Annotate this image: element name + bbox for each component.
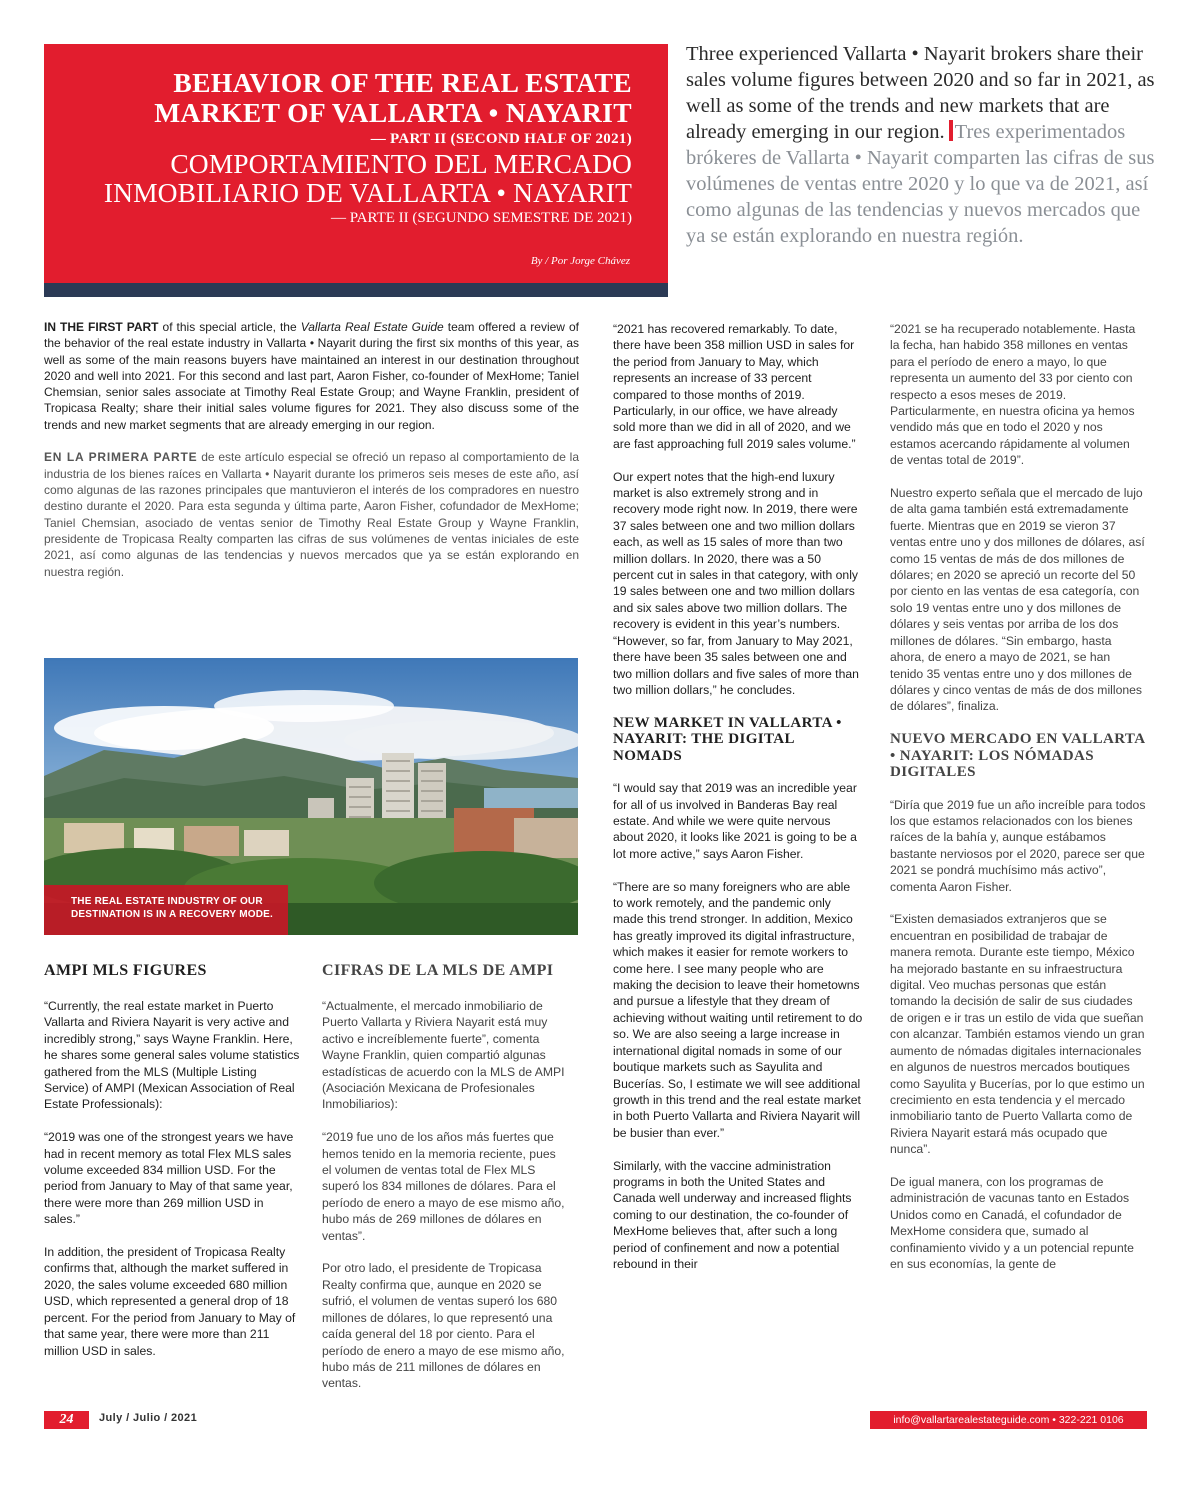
- lead-separator: [949, 120, 953, 141]
- intro-en-b: team offered a review of the behavior of the real estate industry in Vallarta • Nayarit during the first six months of this year, as well as some of the main reasons buyers have maintained an interest in our destination throughout 2020 and well into 2021. For this second and last part, Aaron Fisher, co-founder of MexHome; Taniel Chemsian, senior sales associate at Timothy Real Estate Group; and Wayne Franklin, president of Tropicasa Realty; share their initial sales volume figures for 2021. They also discuss some of the trends and new market segments that are already emerging in our region.: [44, 320, 579, 432]
- intro-en-guide: Vallarta Real Estate Guide: [300, 320, 444, 334]
- intro-en: [44, 319, 579, 433]
- paragraph: De igual manera, con los programas de administración de vacunas tanto en Estados Unidos como en Canadá, el cofundador de MexHome considera que, sumado al confinamiento vivido y a un potencial repunte en sus economías, la gente de: [890, 1174, 1134, 1271]
- intro-es-lead: EN LA PRIMERA PARTE: [44, 450, 198, 465]
- paragraph: “There are so many foreigners who are able to work remotely, and the pandemic only made this trend stronger. In addition, Mexico has greatly improved its digital infrastructure, which makes it easier for remote workers to come here. I see many people who are making the decision to leave their hometowns and pursue a lifestyle that they dream of achieving without waiting until retirement to do so. We are also seeing a large increase in international digital nomads in some of our boutique markets such as Sayulita and Bucerías. So, I estimate we will see additional growth in this trend and the real estate market in both Puerto Vallarta and Riviera Nayarit will be busier than ever.”: [613, 879, 863, 1140]
- paragraph: “2019 was one of the strongest years we have had in recent memory as total Flex MLS sales volume exceeded 834 million USD. For the period from January to May of that same year, there were more than 269 million USD in sales.”: [44, 1130, 294, 1227]
- column-right-es: [890, 321, 1146, 1289]
- intro-text: [44, 319, 579, 596]
- paragraph: Nuestro experto señala que el mercado de lujo de alta gama también está extremadamente fuerte. Mientras que en 2019 se vieron 37 ventas entre uno y dos millones de dólares, así como 15 ventas de más de dos millones de dólares; en 2020 se apreció un recorte del 50 por ciento en las ventas de esa categoría, con solo 19 ventas entre uno y dos millones de dólares y seis ventas por arriba de los dos millones de dólares. “Sin embargo, hasta ahora, de enero a mayo de 2021, se han tenido 35 ventas entre uno y dos millones de dólares y cinco ventas de más de dos millones de dólares”, finaliza.: [890, 486, 1145, 714]
- column-right-en: [613, 321, 863, 1289]
- column-ampi-en: [44, 998, 300, 1375]
- paragraph: “2021 se ha recuperado notablemente. Hasta la fecha, han habido 358 millones en ventas para el período de enero a mayo, lo que representa un aumento del 33 por ciento con respecto a esos meses de 2019. Particularmente, en nuestra oficina ya hemos vendido más que en todo el 2020 y nos estamos acercando rápidamente al volumen de ventas total de 2019”.: [890, 322, 1136, 468]
- lead-en: Three experienced Vallarta • Nayarit brokers share their sales volume figures between 2020 and so far in 2021, as well as some of the trends and new markets that are already emerging in our region.: [686, 43, 1155, 143]
- intro-es: [44, 449, 579, 579]
- intro-en-lead: IN THE FIRST PART: [44, 320, 159, 334]
- byline: By / Por Jorge Chávez: [530, 255, 630, 267]
- heading-ampi-en: AMPI MLS FIGURES: [44, 962, 207, 979]
- subtitle-es: — PARTE II (SEGUNDO SEMESTRE DE 2021): [330, 210, 632, 226]
- paragraph: “2019 fue uno de los años más fuertes que hemos tenido en la memoria reciente, pues el volumen de ventas total de Flex MLS superó los 834 millones de dólares. Para el período de enero a mayo de ese mismo año, hubo más de 269 millones de dólares en ventas”.: [322, 1130, 565, 1243]
- heading-ampi-es: CIFRAS DE LA MLS DE AMPI: [322, 962, 554, 979]
- paragraph: “Diría que 2019 fue un año increíble para todos los que estamos relacionados con los bienes raíces de la bahía y, aunque estábamos bastante nerviosos por el 2020, parece ser que 2021 se pondrá muchísimo más activo”, comenta Aaron Fisher.: [890, 797, 1146, 894]
- title-es: COMPORTAMIENTO DEL MERCADO INMOBILIARIO DE VALLARTA • NAYARIT: [103, 148, 632, 208]
- paragraph: “Actualmente, el mercado inmobiliario de Puerto Vallarta y Riviera Nayarit está muy activo e increíblemente fuerte”, comenta Wayne Franklin, quien compartió algunas estadísticas de acuerdo con la MLS de AMPI (Asociación Mexicana de Profesionales Inmobiliarios):: [322, 999, 565, 1112]
- paragraph: “2021 has recovered remarkably. To date, there have been 358 million USD in sales for the period from January to May, which represents an increase of 33 percent compared to those months of 2019. Particularly, in our office, we have already sold more than we did in all of 2020, and we are fast approaching full 2019 sales volume.”: [613, 322, 856, 451]
- paragraph: Our expert notes that the high-end luxury market is also extremely strong and in recovery mode right now. In 2019, there were 37 sales between one and two million dollars each, as well as 15 sales of more than two million dollars. In 2020, there was a 50 percent cut in sales in that category, with only 19 sales between one and two million dollars and six sales above two million dollars. The recovery is evident in this year’s numbers. “However, so far, from January to May 2021, there have been 35 sales between one and two million dollars and five sales of more than two million dollars,” he concludes.: [613, 469, 859, 697]
- paragraph: “Currently, the real estate market in Puerto Vallarta and Riviera Nayarit is very active and incredibly strong,” says Wayne Franklin. Here, he shares some general sales volume statistics gathered from the MLS (Multiple Listing Service) of AMPI (Mexican Association of Real Estate Professionals):: [44, 999, 300, 1112]
- title-underline-bar: [44, 283, 668, 297]
- column-ampi-es: [322, 998, 567, 1408]
- lead-paragraph: [686, 41, 1156, 249]
- issue-date: July / Julio / 2021: [99, 1412, 198, 1424]
- paragraph: “I would say that 2019 was an incredible year for all of us involved in Banderas Bay real estate. And while we were quite nervous about 2020, it looks like 2021 is going to be a lot more active,” says Aaron Fisher.: [613, 781, 857, 861]
- page-number: 24: [44, 1411, 89, 1429]
- paragraph: Por otro lado, el presidente de Tropicasa Realty confirma que, aunque en 2020 se sufrió, el volumen de ventas superó los 680 millones de dólares, lo que representó una caída general del 18 por ciento. Para el período de enero a mayo de ese mismo año, hubo más de 211 millones de dólares en ventas.: [322, 1261, 565, 1391]
- lead-es: Tres experimentados brókeres de Vallarta • Nayarit comparten las cifras de sus volúmenes de ventas entre 2020 y lo que va de 2021, así como algunas de las tendencias y nuevos mercados que ya se están explorando en nuestra región.: [686, 121, 1155, 247]
- title-block: [44, 44, 668, 283]
- intro-es-body: de este artículo especial se ofreció un repaso al comportamiento de la industria de los bienes raíces en Vallarta • Nayarit durante los primeros seis meses de este año, así como algunas de las razones principales que mantuvieron el interés de los compradores en nuestro destino durante el 2020. Para esta segunda y última parte, Aaron Fisher, cofundador de MexHome; Taniel Chemsian, asociado de ventas senior de Timothy Real Estate Group y Wayne Franklin, presidente de Tropicasa Realty comparten las cifras de sus volúmenes de ventas iniciales de este 2021, así como algunas de las tendencias y nuevos mercados que ya se están explorando en nuestra región.: [44, 450, 580, 579]
- heading-new-market-en: NEW MARKET IN VALLARTA • NAYARIT: THE DIGITAL NOMADS: [613, 714, 842, 764]
- intro-en-a: of this special article, the: [158, 320, 301, 334]
- paragraph: Similarly, with the vaccine administration programs in both the United States and Canada well underway and increased flights coming to our destination, the co-founder of MexHome believes that, after such a long period of confinement and now a potential rebound in their: [613, 1158, 852, 1271]
- paragraph: In addition, the president of Tropicasa Realty confirms that, although the market suffered in 2020, the sales volume exceeded 680 million USD, which represented a general drop of 18 percent. For the period from January to May of that same year, there were more than 211 million USD in sales.: [44, 1245, 296, 1358]
- title-en: BEHAVIOR OF THE REAL ESTATE MARKET OF VALLARTA • NAYARIT: [154, 67, 632, 128]
- heading-new-market-es: NUEVO MERCADO EN VALLARTA • NAYARIT: LOS NÓMADAS DIGITALES: [890, 731, 1145, 781]
- paragraph: “Existen demasiados extranjeros que se encuentran en posibilidad de trabajar de manera remota. Durante este tiempo, México ha mejorado bastante en su infraestructura digital. Veo muchas personas que están tomando la decisión de salir de sus ciudades de origen e ir tras un estilo de vida que sueñan con alcanzar. También estamos viendo un gran aumento de nómadas digitales internacionales en algunos de nuestros mercados boutiques como Sayulita y Bucerías, por lo que estimo un crecimiento en esta tendencia y el mercado inmobiliario tanto de Puerto Vallarta como de Riviera Nayarit estará más ocupado que nunca”.: [890, 912, 1145, 1157]
- subtitle-en: — PART II (SECOND HALF OF 2021): [370, 131, 632, 147]
- photo-caption: THE REAL ESTATE INDUSTRY OF OUR DESTINATION IS IN A RECOVERY MODE.: [44, 885, 288, 935]
- contact-info: info@vallartarealestateguide.com • 322-221 0106: [870, 1411, 1147, 1429]
